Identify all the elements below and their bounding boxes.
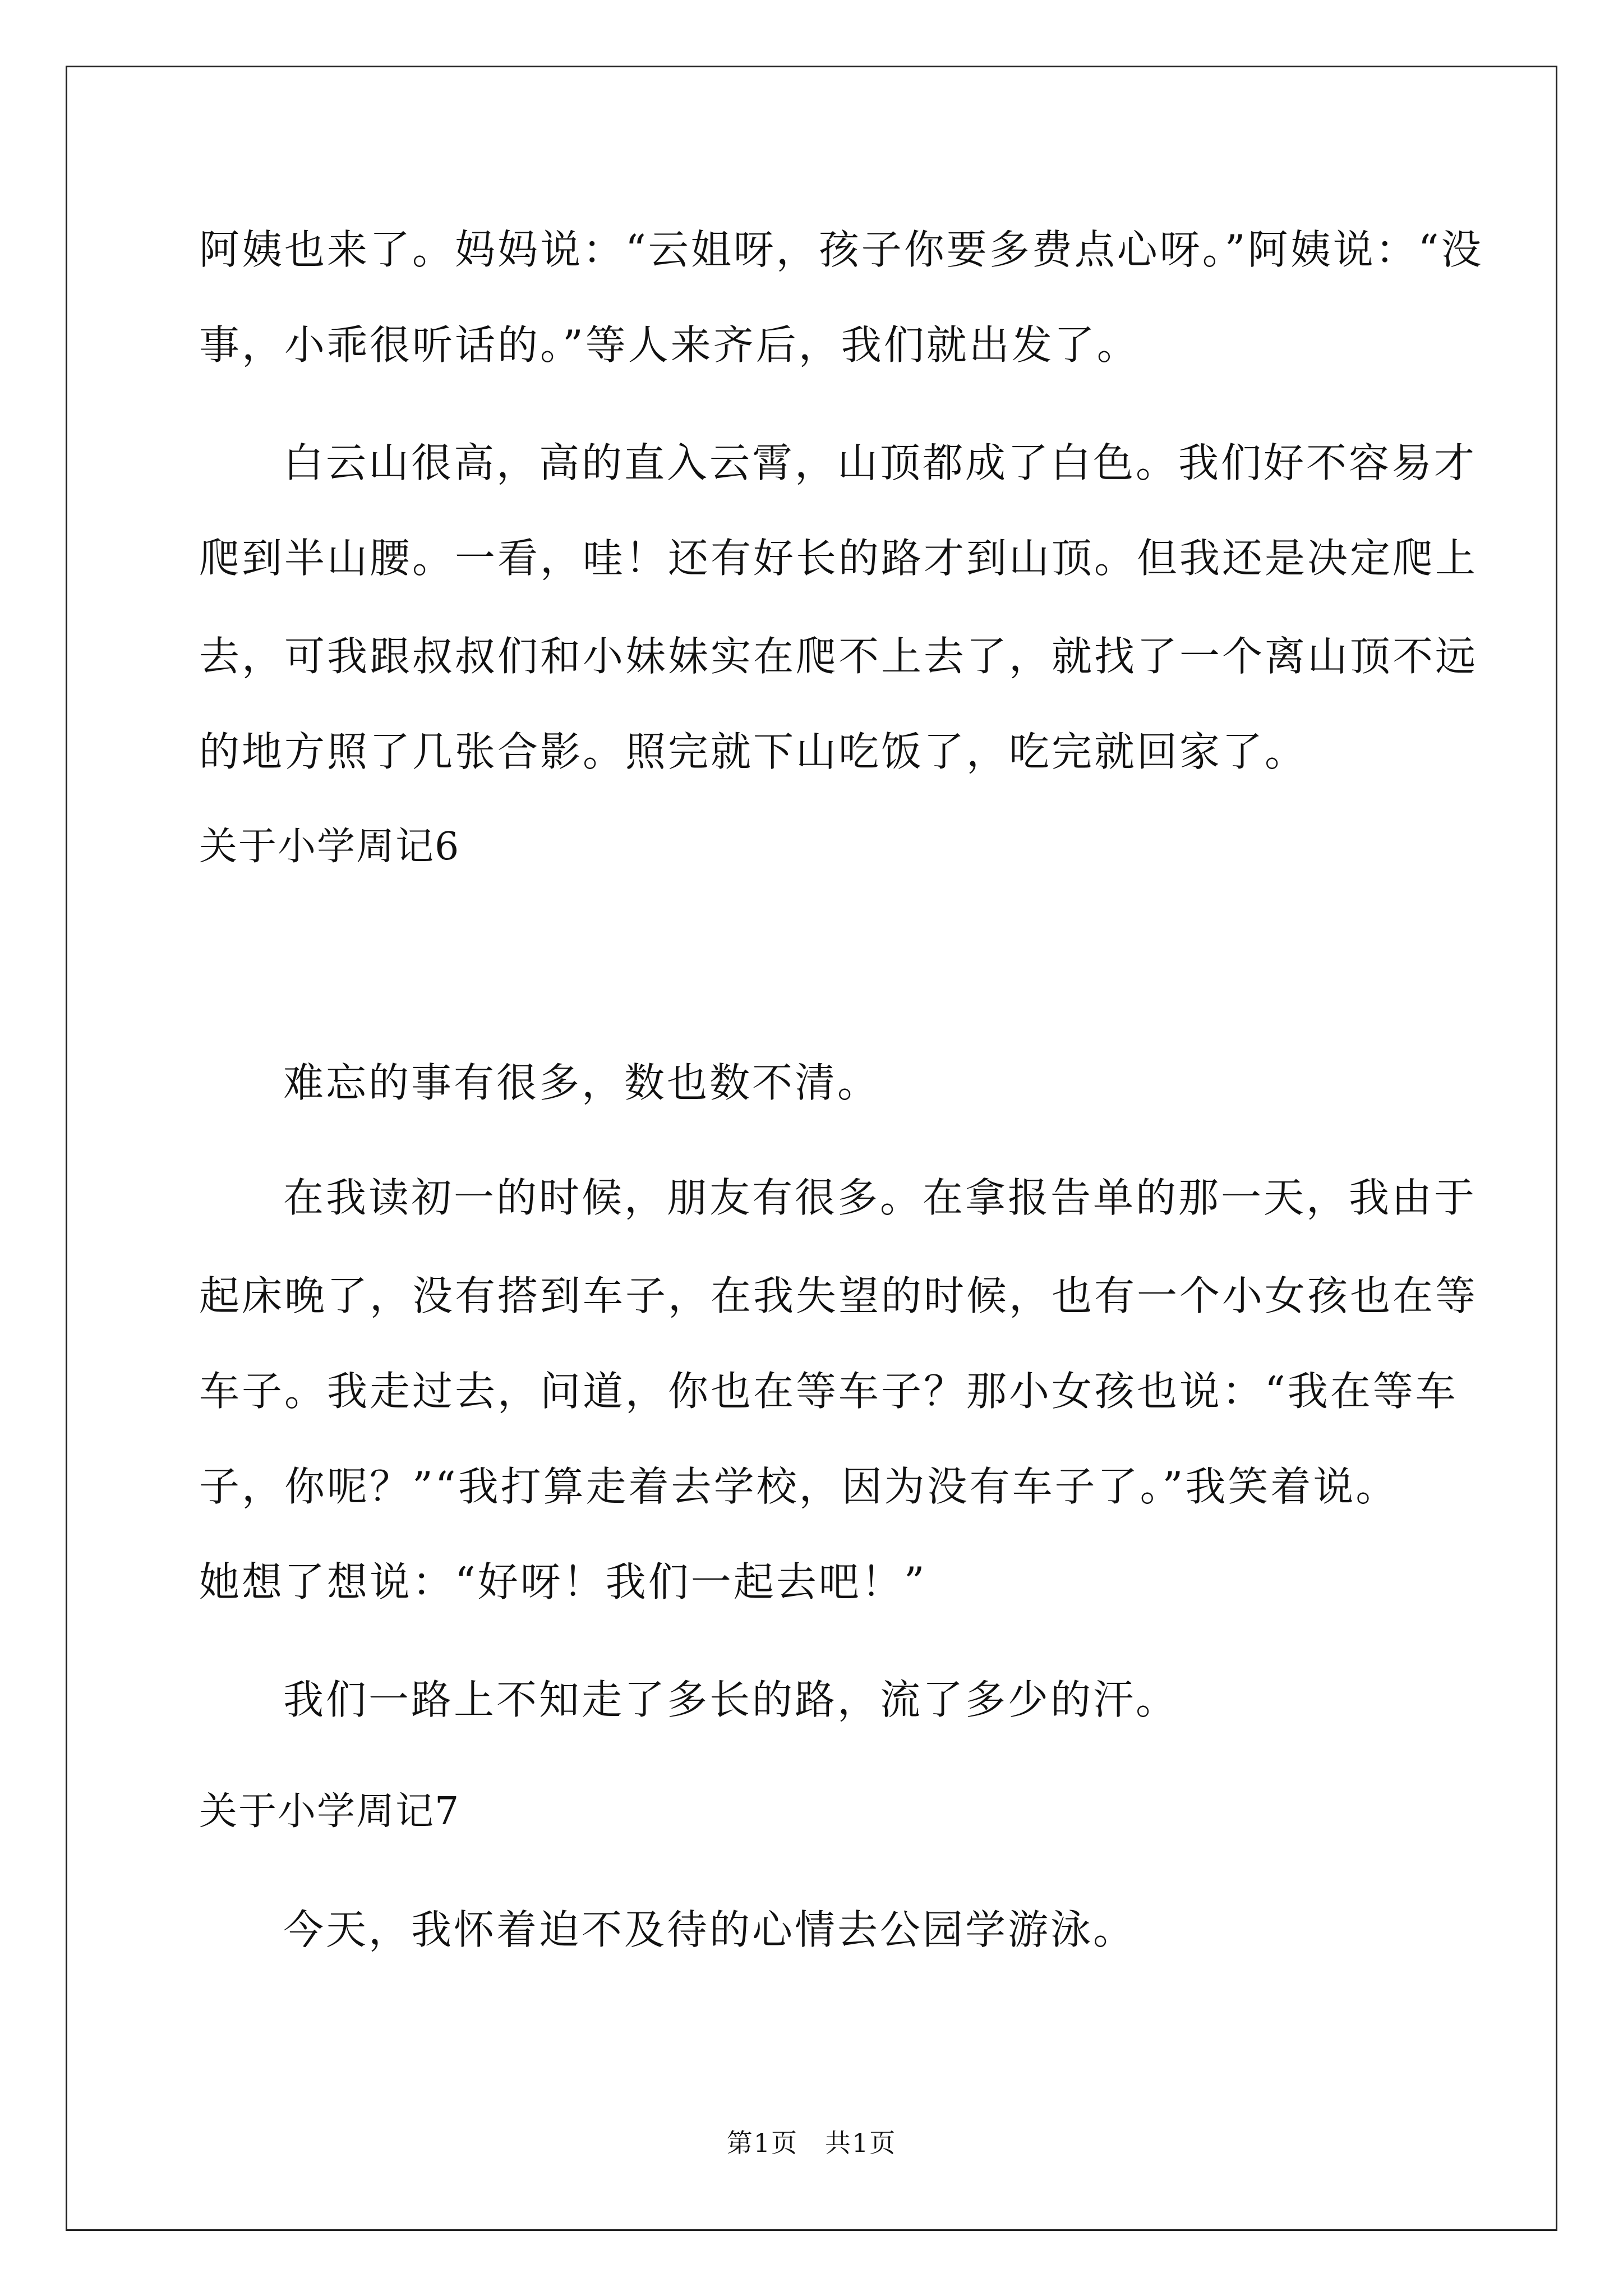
paragraph-line: 起床晚了，没有搭到车子，在我失望的时候，也有一个小女孩也在等 xyxy=(199,1272,1478,1319)
paragraph-line: 她想了想说：“好呀！我们一起去吧！” xyxy=(199,1558,927,1605)
paragraph-line: 难忘的事有很多，数也数不清。 xyxy=(283,1059,880,1106)
paragraph-line: 车子。我走过去，问道，你也在等车子？那小女孩也说：“我在等车 xyxy=(199,1368,1458,1415)
paragraph-line: 我们一路上不知走了多长的路，流了多少的汗。 xyxy=(283,1676,1179,1723)
paragraph-line: 子，你呢？”“我打算走着去学校，因为没有车子了。”我笑着说。 xyxy=(199,1463,1399,1510)
paragraph-line: 白云山很高，高的直入云霄，山顶都成了白色。我们好不容易才 xyxy=(283,439,1477,486)
paragraph-line: 去，可我跟叔叔们和小妹妹实在爬不上去了，就找了一个离山顶不远 xyxy=(199,633,1478,680)
paragraph-line: 爬到半山腰。一看，哇！还有好长的路才到山顶。但我还是决定爬上 xyxy=(199,535,1478,582)
section-heading: 关于小学周记7 xyxy=(199,1789,460,1834)
section-heading: 关于小学周记6 xyxy=(199,825,460,869)
paragraph-line: 事，小乖很听话的。”等人来齐后，我们就出发了。 xyxy=(199,321,1140,369)
paragraph-line: 的地方照了几张合影。照完就下山吃饭了，吃完就回家了。 xyxy=(199,728,1308,775)
paragraph-line: 今天，我怀着迫不及待的心情去公园学游泳。 xyxy=(283,1906,1136,1953)
paragraph-line: 阿姨也来了。妈妈说：“云姐呀，孩子你要多费点心呀。”阿姨说：“没 xyxy=(199,226,1484,273)
page-footer: 第1页 共1页 xyxy=(726,2128,897,2158)
paragraph-line: 在我读初一的时候，朋友有很多。在拿报告单的那一天，我由于 xyxy=(283,1174,1477,1221)
